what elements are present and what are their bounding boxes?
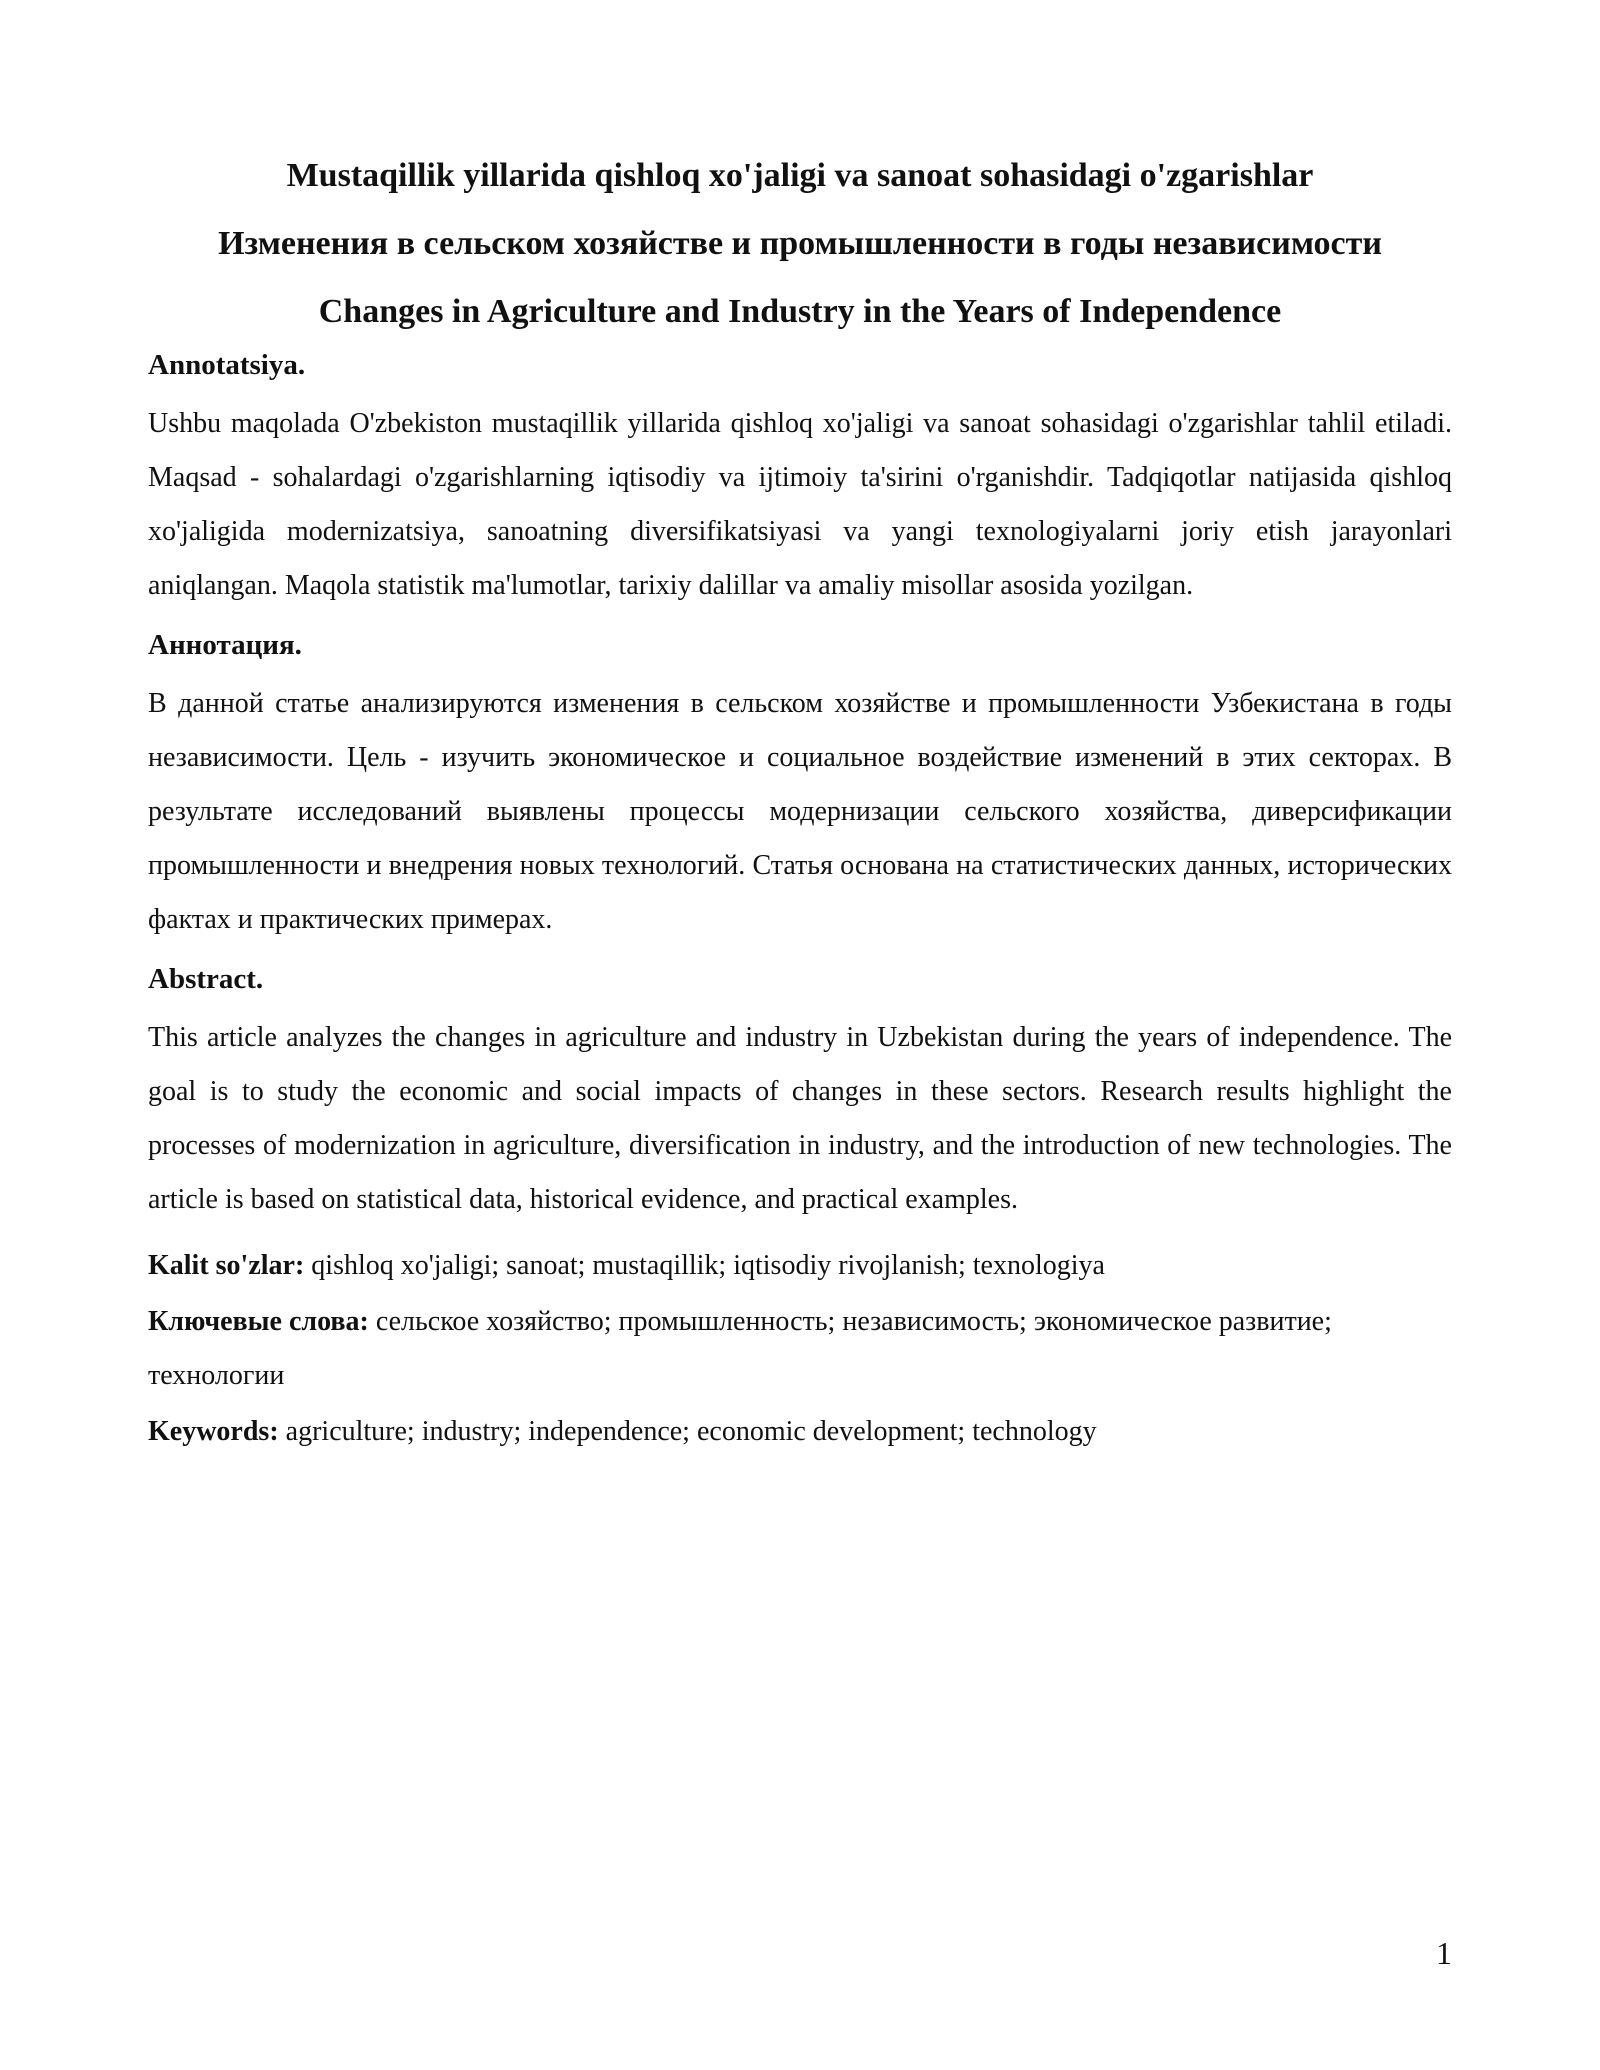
keywords-uz-text: qishloq xo'jaligi; sanoat; mustaqillik; iqtisodiy rivojlanish; texnologiya [311, 1250, 1105, 1281]
title-block [148, 142, 1452, 346]
keywords-uz-label: Kalit so'zlar: [148, 1250, 305, 1281]
keywords-ru-label: Ключевые слова: [148, 1306, 369, 1337]
title-russian: Изменения в сельском хозяйстве и промышленности в годы независимости [218, 225, 1382, 262]
keywords-en [148, 1405, 1452, 1459]
keywords-en-label: Keywords: [148, 1416, 279, 1447]
keywords-uz [148, 1239, 1452, 1293]
page-number: 1 [1436, 1935, 1452, 1971]
keywords-ru [148, 1295, 1452, 1403]
title-uzbek: Mustaqillik yillarida qishloq xo'jaligi va sanoat sohasidagi o'zgarishlar [286, 157, 1314, 194]
abstract-en-heading: Abstract. [148, 963, 264, 995]
document-body [148, 345, 1452, 1461]
annotation-uz-heading: Annotatsiya. [148, 349, 306, 381]
keywords-en-text: agriculture; industry; independence; economic development; technology [285, 1416, 1097, 1447]
abstract-en-text: This article analyzes the changes in agriculture and industry in Uzbekistan during the years of independence. The goal is to study the economic and social impacts of changes in these sectors. Research results highlight the processes of modernization in agriculture, diversification in industry, and the introduction of new technologies. The article is based on statistical data, historical evidence, and practical examples. [148, 1022, 1452, 1215]
keywords-ru-text: сельское хозяйство; промышленность; независимость; экономическое развитие; технологии [148, 1306, 1332, 1391]
title-english: Changes in Agriculture and Industry in the Years of Independence [318, 293, 1282, 330]
annotation-ru-text: В данной статье анализируются изменения в сельском хозяйстве и промышленности Узбекистана в годы независимости. Цель - изучить экономическое и социальное воздействие изменений в этих секторах. В результате исследований выявлены процессы модернизации сельского хозяйства, диверсификации промышленности и внедрения новых технологий. Статья основана на статистических данных, исторических фактах и практических примерах. [148, 688, 1452, 935]
annotation-ru-heading: Аннотация. [148, 629, 302, 661]
annotation-uz-text: Ushbu maqolada O'zbekiston mustaqillik yillarida qishloq xo'jaligi va sanoat sohasidagi o'zgarishlar tahlil etiladi. Maqsad - sohalardagi o'zgarishlarning iqtisodiy va ijtimoiy ta'sirini o'rganishdir. Tadqiqotlar natijasida qishloq xo'jaligida modernizatsiya, sanoatning diversifikatsiyasi va yangi texnologiyalarni joriy etish jarayonlari aniqlangan. Maqola statistik ma'lumotlar, tarixiy dalillar va amaliy misollar asosida yozilgan. [148, 408, 1452, 601]
